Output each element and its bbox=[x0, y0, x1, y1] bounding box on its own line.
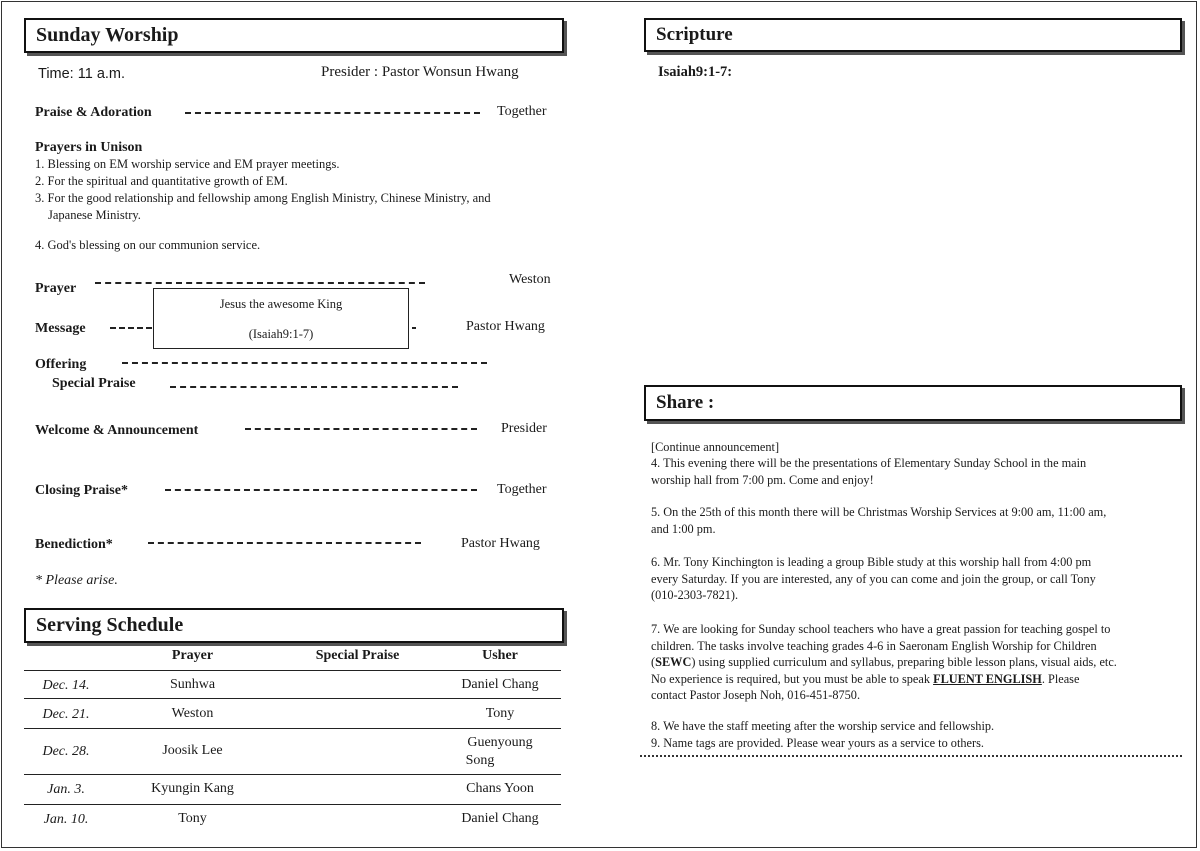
schedule-prayer: Tony bbox=[178, 811, 207, 826]
schedule-usher: Chans Yoon bbox=[466, 781, 534, 796]
announcement-line: contact Pastor Joseph Noh, 016-451-8750. bbox=[651, 688, 861, 703]
schedule-usher: Daniel Chang bbox=[461, 677, 539, 692]
message-label: Message bbox=[35, 321, 86, 336]
fluent-english-emphasis: FLUENT ENGLISH bbox=[933, 671, 1042, 686]
announcement-line: every Saturday. If you are interested, any of you can come and join the group, or call Tony bbox=[651, 571, 1096, 586]
prayer-item-3-cont: Japanese Ministry. bbox=[48, 208, 141, 222]
special-praise-label: Special Praise bbox=[52, 376, 136, 391]
schedule-rule bbox=[24, 728, 561, 729]
message-dash-right bbox=[412, 327, 416, 329]
announcement-line: 7. We are looking for Sunday school teachers who have a great passion for teaching gospel to bbox=[651, 622, 1111, 636]
sermon-title: Jesus the awesome King bbox=[219, 297, 343, 311]
welcome-label: Welcome & Announcement bbox=[35, 423, 199, 438]
share-dotted-rule bbox=[640, 755, 1182, 757]
closing-dash bbox=[165, 489, 477, 491]
schedule-prayer: Joosik Lee bbox=[162, 743, 223, 758]
scripture-reference: Isaiah9:1-7: bbox=[658, 64, 733, 80]
announcement-line: 9. Name tags are provided. Please wear yours as a service to others. bbox=[651, 735, 984, 750]
closing-praise-label: Closing Praise* bbox=[35, 483, 128, 498]
announcement-7 bbox=[651, 621, 1181, 704]
prayer-item-4: 4. God's blessing on our communion service. bbox=[35, 238, 261, 252]
schedule-prayer: Weston bbox=[171, 706, 214, 721]
announcement-line: (010-2303-7821). bbox=[651, 588, 739, 603]
schedule-date: Dec. 28. bbox=[42, 744, 90, 759]
serving-schedule-heading: Serving Schedule bbox=[24, 608, 564, 643]
prayer-dash bbox=[95, 282, 425, 284]
offering-label: Offering bbox=[35, 357, 87, 372]
announcement-line: 8. We have the staff meeting after the worship service and fellowship. bbox=[651, 719, 995, 733]
schedule-date: Jan. 3. bbox=[47, 782, 85, 797]
schedule-date: Dec. 21. bbox=[42, 707, 90, 722]
schedule-header-prayer: Prayer bbox=[171, 648, 214, 663]
schedule-rule bbox=[24, 698, 561, 699]
message-by: Pastor Hwang bbox=[466, 319, 545, 334]
schedule-date: Dec. 14. bbox=[42, 678, 90, 693]
scripture-heading: Scripture bbox=[644, 18, 1182, 52]
announcement-line: children. The tasks involve teaching grades 4-6 in Saeronam English Worship for Children bbox=[651, 638, 1097, 653]
sermon-reference: (Isaiah9:1-7) bbox=[248, 327, 314, 341]
schedule-prayer: Sunhwa bbox=[169, 677, 216, 692]
service-time: Time: 11 a.m. bbox=[38, 66, 126, 82]
announcement-8-9 bbox=[651, 718, 1181, 751]
schedule-rule bbox=[24, 804, 561, 805]
presider-line: Presider : Pastor Wonsun Hwang bbox=[321, 64, 519, 80]
announcement-line: and 1:00 pm. bbox=[651, 521, 716, 536]
announcement-line: 4. This evening there will be the presentations of Elementary Sunday School in the main bbox=[651, 456, 1087, 470]
sermon-box bbox=[153, 288, 409, 349]
praise-adoration-label: Praise & Adoration bbox=[35, 105, 152, 120]
prayer-item-1: 1. Blessing on EM worship service and EM prayer meetings. bbox=[35, 157, 340, 171]
benediction-label: Benediction* bbox=[35, 537, 113, 552]
prayer-item-2: 2. For the spiritual and quantitative growth of EM. bbox=[35, 174, 288, 188]
schedule-date: Jan. 10. bbox=[43, 812, 89, 827]
sewc-bold: SEWC bbox=[655, 655, 692, 670]
arise-note: * Please arise. bbox=[35, 573, 118, 588]
welcome-by: Presider bbox=[501, 421, 547, 436]
announcement-line: (SEWC) using supplied curriculum and syllabus, preparing bible lesson plans, visual aids, etc. bbox=[651, 655, 1117, 670]
sunday-worship-heading: Sunday Worship bbox=[24, 18, 564, 53]
announcement-line: 5. On the 25th of this month there will be Christmas Worship Services at 9:00 am, 11:00 am, bbox=[651, 505, 1107, 519]
schedule-usher: Tony bbox=[485, 706, 515, 721]
prayer-by: Weston bbox=[509, 272, 551, 287]
prayer-label: Prayer bbox=[35, 281, 77, 296]
welcome-dash bbox=[245, 428, 477, 430]
praise-dash bbox=[185, 112, 480, 114]
announcement-intro: [Continue announcement] bbox=[651, 440, 780, 454]
schedule-header-special: Special Praise bbox=[315, 648, 400, 663]
schedule-header-usher: Usher bbox=[482, 648, 518, 663]
praise-by: Together bbox=[497, 104, 547, 119]
announcement-4 bbox=[651, 455, 1181, 488]
schedule-prayer: Kyungin Kang bbox=[151, 781, 234, 796]
closing-by: Together bbox=[497, 482, 547, 497]
share-heading: Share : bbox=[644, 385, 1182, 421]
special-praise-dash bbox=[170, 386, 458, 388]
schedule-usher-cont: Song bbox=[465, 753, 495, 768]
offering-dash bbox=[122, 362, 487, 364]
benediction-dash bbox=[148, 542, 421, 544]
announcement-5 bbox=[651, 504, 1181, 537]
schedule-usher: Daniel Chang bbox=[461, 811, 539, 826]
announcement-line: No experience is required, but you must be able to speak FLUENT ENGLISH. Please bbox=[651, 671, 1080, 686]
announcement-line: 6. Mr. Tony Kinchington is leading a group Bible study at this worship hall from 4:00 pm bbox=[651, 555, 1092, 569]
announcement-line: worship hall from 7:00 pm. Come and enjoy! bbox=[651, 472, 874, 487]
schedule-rule bbox=[24, 774, 561, 775]
prayers-unison-title: Prayers in Unison bbox=[35, 140, 143, 155]
message-dash bbox=[110, 327, 152, 329]
schedule-usher: Guenyoung bbox=[467, 735, 533, 750]
announcement-6 bbox=[651, 554, 1181, 604]
benediction-by: Pastor Hwang bbox=[461, 536, 540, 551]
schedule-rule bbox=[24, 670, 561, 671]
prayer-item-3: 3. For the good relationship and fellowship among English Ministry, Chinese Ministry, and bbox=[35, 191, 491, 205]
